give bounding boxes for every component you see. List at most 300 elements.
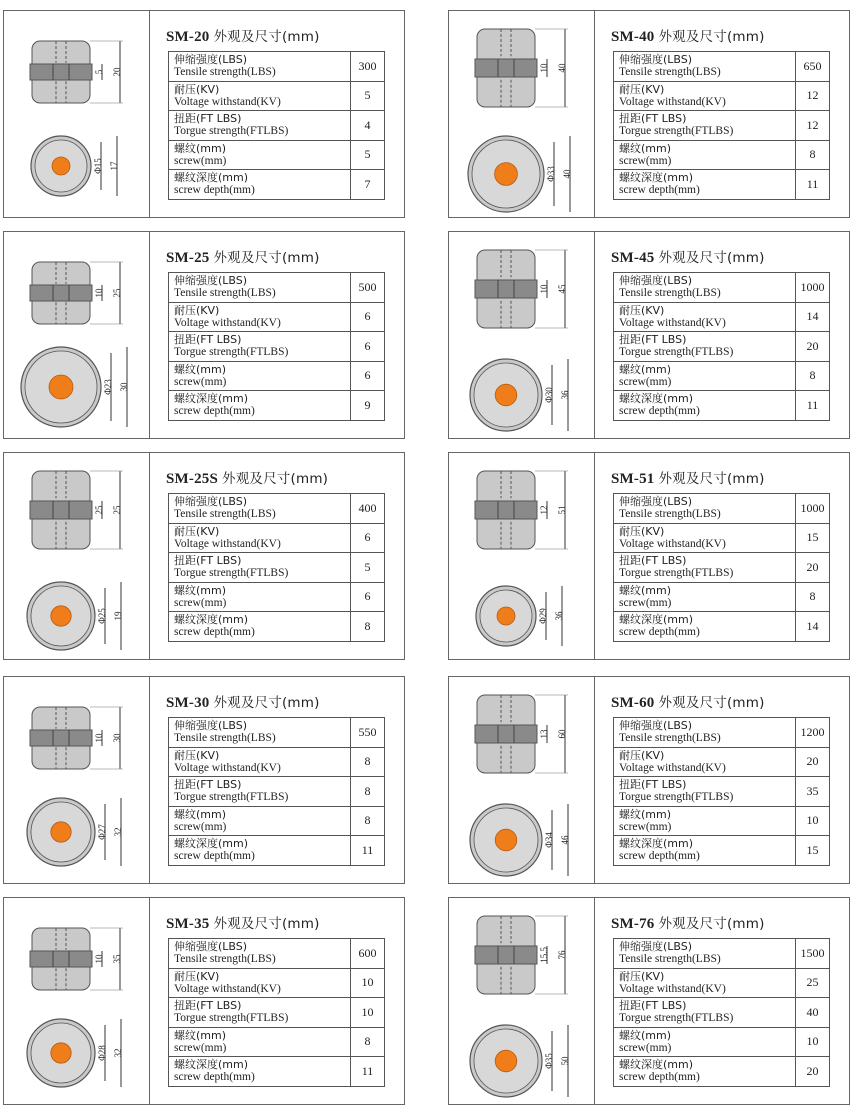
- spec-label-cn: 伸缩强度(LBS): [174, 495, 248, 509]
- table-row: [169, 1027, 385, 1057]
- table-row: [169, 170, 385, 200]
- model-name: SM-40: [611, 29, 659, 45]
- spec-label: [169, 1027, 351, 1057]
- spec-label-cn: 螺纹深度(mm): [619, 171, 694, 185]
- spec-label: [614, 332, 796, 362]
- spec-label: [614, 523, 796, 553]
- dim-height-label: 45: [557, 284, 567, 294]
- dim-band-label: 5: [94, 69, 104, 75]
- spec-label-cn: 螺纹(mm): [174, 1028, 227, 1042]
- spec-label-cn: 耐压(KV): [619, 82, 665, 96]
- insulator-drawing: [4, 677, 149, 883]
- spec-label-en: Voltage withstand(KV): [174, 95, 281, 108]
- product-panel-sm-76: [448, 897, 850, 1105]
- insulator-drawing: [449, 453, 594, 659]
- table-row: [614, 582, 830, 612]
- insulator-drawing: [4, 453, 149, 659]
- dim-band-label: 10: [539, 63, 549, 73]
- spec-table: [613, 272, 830, 421]
- spec-label: [614, 939, 796, 969]
- spec-label-cn: 扭距(FT LBS): [174, 778, 242, 792]
- dim-phi-label: Φ29: [538, 608, 548, 624]
- spec-label-en: Tensile strength(LBS): [174, 732, 276, 745]
- title-suffix: 外观及尺寸(mm): [213, 29, 320, 45]
- table-row: [169, 332, 385, 362]
- spec-value: 1000: [796, 273, 830, 303]
- spec-value: 8: [796, 140, 830, 170]
- insulator-drawing: [449, 898, 594, 1104]
- model-title: [611, 25, 765, 46]
- model-title: [166, 246, 320, 267]
- dim-outer-label: 50: [560, 1056, 570, 1066]
- dim-phi-label: Φ30: [544, 387, 554, 403]
- table-row: [169, 747, 385, 777]
- spec-label-en: screw depth(mm): [174, 1071, 255, 1084]
- spec-value: 6: [351, 302, 385, 332]
- dimension-drawing: [4, 232, 150, 438]
- spec-label-cn: 耐压(KV): [619, 969, 665, 983]
- spec-label-en: Torgue strength(FTLBS): [619, 567, 734, 580]
- spec-value: 10: [351, 968, 385, 998]
- spec-label-en: Tensile strength(LBS): [619, 508, 721, 521]
- spec-label: [169, 1057, 351, 1087]
- spec-value: 500: [351, 273, 385, 303]
- spec-label-cn: 扭距(FT LBS): [619, 112, 687, 126]
- table-row: [169, 494, 385, 524]
- spec-label-en: screw depth(mm): [619, 184, 700, 197]
- spec-label-en: Torgue strength(FTLBS): [174, 567, 289, 580]
- insulator-drawing: [449, 232, 594, 438]
- spec-label: [169, 52, 351, 82]
- spec-label: [614, 836, 796, 866]
- dim-phi-label: Φ34: [544, 832, 554, 848]
- table-row: [169, 111, 385, 141]
- spec-value: 1200: [796, 718, 830, 748]
- model-title: [166, 912, 320, 933]
- spec-value: 6: [351, 582, 385, 612]
- product-panel-sm-40: [448, 10, 850, 218]
- spec-label-cn: 螺纹(mm): [174, 807, 227, 821]
- spec-value: 40: [796, 998, 830, 1028]
- spec-value: 5: [351, 140, 385, 170]
- spec-label: [169, 836, 351, 866]
- spec-label: [614, 747, 796, 777]
- spec-label: [169, 170, 351, 200]
- spec-value: 6: [351, 361, 385, 391]
- dim-height-label: 51: [557, 505, 567, 515]
- spec-label-en: screw(mm): [174, 1041, 227, 1054]
- spec-table: [168, 272, 385, 421]
- spec-table: [613, 493, 830, 642]
- spec-label-en: Torgue strength(FTLBS): [619, 1012, 734, 1025]
- spec-label-en: screw depth(mm): [619, 1071, 700, 1084]
- spec-label-cn: 扭距(FT LBS): [619, 333, 687, 347]
- spec-label: [614, 140, 796, 170]
- table-row: [169, 718, 385, 748]
- table-row: [614, 836, 830, 866]
- spec-value: 6: [351, 332, 385, 362]
- spec-label-en: Torgue strength(FTLBS): [619, 346, 734, 359]
- spec-label: [169, 523, 351, 553]
- dim-band-label: 10: [539, 284, 549, 294]
- spec-label: [169, 806, 351, 836]
- dim-band-label: 25: [94, 505, 104, 515]
- table-row: [614, 718, 830, 748]
- hex-band: [475, 501, 537, 519]
- spec-label-en: screw depth(mm): [619, 850, 700, 863]
- spec-value: 8: [351, 806, 385, 836]
- dim-height-label: 20: [112, 67, 122, 77]
- spec-value: 12: [796, 111, 830, 141]
- spec-label-en: screw(mm): [174, 820, 227, 833]
- model-name: SM-35: [166, 916, 214, 932]
- table-row: [169, 273, 385, 303]
- title-suffix: 外观及尺寸(mm): [222, 471, 329, 487]
- spec-value: 6: [351, 523, 385, 553]
- product-panel-sm-51: [448, 452, 850, 660]
- spec-label: [169, 582, 351, 612]
- table-row: [169, 939, 385, 969]
- insulator-drawing: [449, 677, 594, 883]
- spec-label-cn: 扭距(FT LBS): [174, 554, 242, 568]
- orange-core: [495, 163, 518, 186]
- table-row: [614, 553, 830, 583]
- spec-label-cn: 扭距(FT LBS): [619, 554, 687, 568]
- spec-value: 9: [351, 391, 385, 421]
- table-row: [169, 523, 385, 553]
- spec-label-en: screw depth(mm): [174, 184, 255, 197]
- spec-label: [169, 968, 351, 998]
- dim-outer-label: 36: [554, 611, 564, 621]
- spec-label-cn: 螺纹(mm): [619, 1028, 672, 1042]
- table-row: [169, 140, 385, 170]
- spec-label: [169, 747, 351, 777]
- spec-label-cn: 螺纹(mm): [619, 807, 672, 821]
- model-title: [166, 467, 328, 488]
- orange-core: [495, 384, 517, 406]
- spec-label: [614, 391, 796, 421]
- model-title: [166, 691, 320, 712]
- table-row: [169, 998, 385, 1028]
- spec-value: 10: [796, 1027, 830, 1057]
- spec-value: 7: [351, 170, 385, 200]
- spec-label: [169, 302, 351, 332]
- spec-label-cn: 扭距(FT LBS): [619, 999, 687, 1013]
- dim-band-label: 10: [94, 288, 104, 298]
- spec-table: [613, 51, 830, 200]
- table-row: [614, 1057, 830, 1087]
- dim-outer-label: 36: [560, 390, 570, 400]
- spec-label-cn: 耐压(KV): [174, 969, 220, 983]
- hex-band: [30, 730, 92, 746]
- spec-label-cn: 伸缩强度(LBS): [619, 719, 693, 733]
- spec-label-cn: 耐压(KV): [619, 524, 665, 538]
- orange-core: [495, 1050, 517, 1072]
- table-row: [169, 553, 385, 583]
- spec-label-en: Voltage withstand(KV): [619, 982, 726, 995]
- spec-label-en: Tensile strength(LBS): [619, 732, 721, 745]
- model-name: SM-76: [611, 916, 659, 932]
- spec-value: 1500: [796, 939, 830, 969]
- spec-label-cn: 螺纹深度(mm): [619, 837, 694, 851]
- dim-band-label: 15.5: [539, 947, 549, 963]
- dimension-drawing: [449, 898, 595, 1104]
- model-title: [611, 246, 765, 267]
- dim-phi-label: Φ28: [97, 1045, 107, 1061]
- dimension-drawing: [4, 453, 150, 659]
- dim-band-label: 12: [539, 505, 549, 515]
- spec-label: [614, 582, 796, 612]
- spec-label-cn: 螺纹深度(mm): [174, 613, 249, 627]
- model-name: SM-51: [611, 471, 659, 487]
- spec-label-cn: 伸缩强度(LBS): [619, 495, 693, 509]
- spec-label-en: screw(mm): [174, 596, 227, 609]
- insulator-drawing: [4, 232, 149, 438]
- spec-label-en: Torgue strength(FTLBS): [174, 125, 289, 138]
- spec-label-cn: 耐压(KV): [174, 748, 220, 762]
- spec-label-en: Voltage withstand(KV): [619, 761, 726, 774]
- spec-label: [169, 939, 351, 969]
- spec-label-cn: 扭距(FT LBS): [174, 112, 242, 126]
- spec-table: [168, 51, 385, 200]
- model-name: SM-30: [166, 695, 214, 711]
- spec-label: [614, 494, 796, 524]
- spec-value: 35: [796, 777, 830, 807]
- spec-label: [169, 612, 351, 642]
- spec-label: [169, 81, 351, 111]
- dimension-drawing: [4, 898, 150, 1104]
- spec-label-cn: 螺纹(mm): [619, 141, 672, 155]
- spec-value: 8: [796, 361, 830, 391]
- spec-label-en: screw(mm): [619, 820, 672, 833]
- dim-phi-label: Φ35: [544, 1053, 554, 1069]
- spec-label-en: screw depth(mm): [619, 626, 700, 639]
- table-row: [614, 968, 830, 998]
- hex-band: [475, 946, 537, 964]
- table-row: [614, 170, 830, 200]
- spec-label-en: Torgue strength(FTLBS): [619, 125, 734, 138]
- spec-label-cn: 耐压(KV): [174, 303, 220, 317]
- spec-value: 12: [796, 81, 830, 111]
- product-panel-sm-25: [3, 231, 405, 439]
- dimension-drawing: [449, 677, 595, 883]
- spec-label-en: Tensile strength(LBS): [174, 953, 276, 966]
- spec-label: [169, 998, 351, 1028]
- table-row: [614, 52, 830, 82]
- spec-label-en: Torgue strength(FTLBS): [619, 791, 734, 804]
- spec-label: [614, 1057, 796, 1087]
- table-row: [169, 806, 385, 836]
- dimension-drawing: [4, 11, 150, 217]
- title-suffix: 外观及尺寸(mm): [658, 250, 765, 266]
- spec-value: 8: [351, 1027, 385, 1057]
- spec-value: 5: [351, 81, 385, 111]
- spec-value: 4: [351, 111, 385, 141]
- dim-band-label: 13: [539, 729, 549, 739]
- table-row: [169, 1057, 385, 1087]
- spec-label-en: Torgue strength(FTLBS): [174, 346, 289, 359]
- spec-label-cn: 伸缩强度(LBS): [174, 719, 248, 733]
- spec-label: [169, 494, 351, 524]
- spec-label-cn: 螺纹深度(mm): [174, 1058, 249, 1072]
- spec-label-cn: 伸缩强度(LBS): [174, 53, 248, 67]
- spec-value: 11: [796, 170, 830, 200]
- spec-label-cn: 螺纹深度(mm): [619, 392, 694, 406]
- spec-label-cn: 伸缩强度(LBS): [174, 274, 248, 288]
- table-row: [614, 777, 830, 807]
- title-suffix: 外观及尺寸(mm): [658, 695, 765, 711]
- dim-height-label: 25: [112, 288, 122, 298]
- spec-label-cn: 螺纹深度(mm): [619, 1058, 694, 1072]
- spec-value: 650: [796, 52, 830, 82]
- product-panel-sm-45: [448, 231, 850, 439]
- table-row: [614, 1027, 830, 1057]
- table-row: [614, 140, 830, 170]
- dimension-drawing: [449, 11, 595, 217]
- table-row: [614, 523, 830, 553]
- spec-value: 11: [351, 836, 385, 866]
- spec-label-en: Voltage withstand(KV): [174, 761, 281, 774]
- spec-value: 20: [796, 747, 830, 777]
- orange-core: [497, 607, 515, 625]
- table-row: [169, 391, 385, 421]
- dim-outer-label: 40: [562, 169, 572, 179]
- dim-outer-label: 17: [109, 161, 119, 171]
- spec-label: [169, 553, 351, 583]
- orange-core: [51, 606, 71, 626]
- spec-label: [169, 361, 351, 391]
- spec-label: [169, 332, 351, 362]
- spec-value: 10: [351, 998, 385, 1028]
- spec-table: [168, 938, 385, 1087]
- spec-label-cn: 耐压(KV): [619, 303, 665, 317]
- hex-band: [475, 725, 537, 743]
- dim-height-label: 76: [557, 950, 567, 960]
- spec-label-en: screw depth(mm): [174, 850, 255, 863]
- spec-table: [613, 938, 830, 1087]
- hex-band: [475, 59, 537, 77]
- spec-label-cn: 扭距(FT LBS): [619, 778, 687, 792]
- model-name: SM-25S: [166, 471, 222, 487]
- spec-label-cn: 扭距(FT LBS): [174, 333, 242, 347]
- spec-label-cn: 伸缩强度(LBS): [619, 274, 693, 288]
- table-row: [614, 332, 830, 362]
- spec-value: 550: [351, 718, 385, 748]
- table-row: [169, 582, 385, 612]
- dim-phi-label: Φ23: [103, 379, 113, 395]
- spec-label: [169, 273, 351, 303]
- orange-core: [49, 375, 73, 399]
- spec-label-en: Voltage withstand(KV): [619, 537, 726, 550]
- spec-value: 14: [796, 612, 830, 642]
- spec-value: 15: [796, 836, 830, 866]
- dim-outer-label: 32: [113, 1048, 123, 1058]
- spec-value: 600: [351, 939, 385, 969]
- orange-core: [495, 829, 517, 851]
- spec-label: [614, 968, 796, 998]
- dim-height-label: 25: [112, 505, 122, 515]
- spec-label-en: screw depth(mm): [174, 626, 255, 639]
- model-title: [611, 691, 765, 712]
- insulator-drawing: [449, 11, 594, 217]
- table-row: [614, 939, 830, 969]
- spec-label: [614, 998, 796, 1028]
- spec-label: [169, 777, 351, 807]
- spec-value: 5: [351, 553, 385, 583]
- spec-value: 8: [351, 777, 385, 807]
- model-title: [611, 912, 765, 933]
- model-name: SM-60: [611, 695, 659, 711]
- spec-table: [168, 717, 385, 866]
- spec-label: [614, 302, 796, 332]
- table-row: [614, 494, 830, 524]
- spec-label: [614, 718, 796, 748]
- table-row: [614, 111, 830, 141]
- hex-band: [30, 285, 92, 301]
- spec-value: 8: [796, 582, 830, 612]
- spec-label-cn: 耐压(KV): [174, 524, 220, 538]
- spec-label-cn: 耐压(KV): [174, 82, 220, 96]
- product-panel-sm-25s: [3, 452, 405, 660]
- spec-label-en: Tensile strength(LBS): [174, 287, 276, 300]
- spec-value: 11: [796, 391, 830, 421]
- dim-phi-label: Φ27: [97, 824, 107, 840]
- spec-value: 25: [796, 968, 830, 998]
- table-row: [169, 81, 385, 111]
- spec-label-cn: 螺纹深度(mm): [174, 171, 249, 185]
- dim-phi-label: Φ25: [97, 608, 107, 624]
- spec-label-en: screw depth(mm): [619, 405, 700, 418]
- dim-phi-label: Φ15: [93, 158, 103, 174]
- title-suffix: 外观及尺寸(mm): [213, 695, 320, 711]
- dim-outer-label: 32: [113, 827, 123, 837]
- spec-label-cn: 扭距(FT LBS): [174, 999, 242, 1013]
- spec-label: [169, 391, 351, 421]
- table-row: [169, 836, 385, 866]
- table-row: [169, 302, 385, 332]
- hex-band: [475, 280, 537, 298]
- spec-label-cn: 螺纹(mm): [619, 362, 672, 376]
- spec-label-en: Tensile strength(LBS): [619, 953, 721, 966]
- spec-value: 10: [796, 806, 830, 836]
- table-row: [614, 361, 830, 391]
- dimension-drawing: [4, 677, 150, 883]
- insulator-drawing: [4, 11, 149, 217]
- dim-outer-label: 19: [113, 611, 123, 621]
- table-row: [614, 273, 830, 303]
- spec-label-en: screw(mm): [619, 596, 672, 609]
- spec-label: [169, 111, 351, 141]
- model-name: SM-25: [166, 250, 214, 266]
- spec-label-en: screw(mm): [619, 375, 672, 388]
- dim-height-label: 60: [557, 729, 567, 739]
- spec-value: 20: [796, 332, 830, 362]
- spec-label-en: screw(mm): [619, 154, 672, 167]
- title-suffix: 外观及尺寸(mm): [213, 916, 320, 932]
- spec-label-en: screw(mm): [174, 154, 227, 167]
- spec-label: [614, 553, 796, 583]
- dim-outer-label: 30: [119, 382, 129, 392]
- table-row: [169, 612, 385, 642]
- spec-value: 1000: [796, 494, 830, 524]
- hex-band: [30, 951, 92, 967]
- model-name: SM-45: [611, 250, 659, 266]
- spec-label-en: Voltage withstand(KV): [174, 537, 281, 550]
- title-suffix: 外观及尺寸(mm): [658, 29, 765, 45]
- spec-label-en: Tensile strength(LBS): [619, 287, 721, 300]
- dim-height-label: 30: [112, 733, 122, 743]
- product-panel-sm-20: [3, 10, 405, 218]
